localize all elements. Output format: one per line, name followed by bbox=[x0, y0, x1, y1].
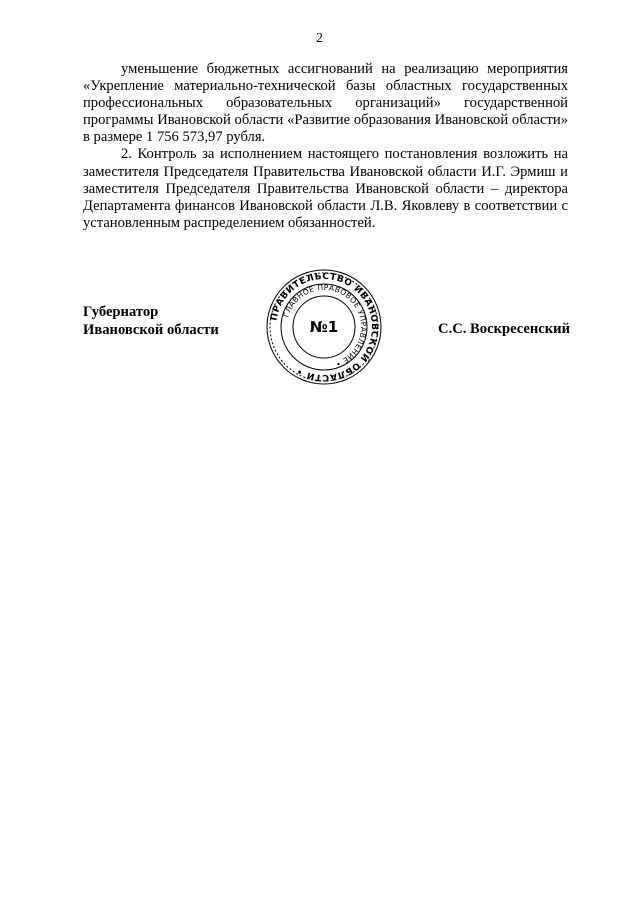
signatory-title-line2: Ивановской области bbox=[83, 321, 219, 338]
seal-graphic bbox=[265, 268, 383, 386]
paragraph-budget-reduction: уменьшение бюджетных ассигнований на реализацию мероприятия «Укрепление материально-технической базы областных государственных профессиональных образовательных организаций» государственной программы Ивановской области «Развитие образования Ивановской области» в размере 1 756 573,97 рубля. bbox=[83, 61, 568, 146]
signatory-title bbox=[83, 304, 219, 339]
seal-outer-text: ПРАВИТЕЛЬСТВО ИВАНОВСКОЙ ОБЛАСТИ • bbox=[269, 271, 380, 383]
signatory-name: С.С. Воскресенский bbox=[438, 321, 570, 337]
signatory-title-line1: Губернатор bbox=[83, 304, 159, 320]
document-body bbox=[83, 61, 568, 232]
official-seal bbox=[265, 268, 383, 386]
seal-number: №1 bbox=[309, 318, 339, 336]
paragraph-control: 2. Контроль за исполнением настоящего постановления возложить на заместителя Председателя Правительства Ивановской области И.Г. Эрмиш и заместителя Председателя Правительства Ивановской области – директора Департамента финансов Ивановской области Л.В. Яковлеву в соответствии с установленным распределением обязанностей. bbox=[83, 146, 568, 231]
seal-inner-text: ГЛАВНОЕ ПРАВОВОЕ УПРАВЛЕНИЕ • bbox=[281, 282, 369, 369]
page-number: 2 bbox=[316, 31, 323, 46]
